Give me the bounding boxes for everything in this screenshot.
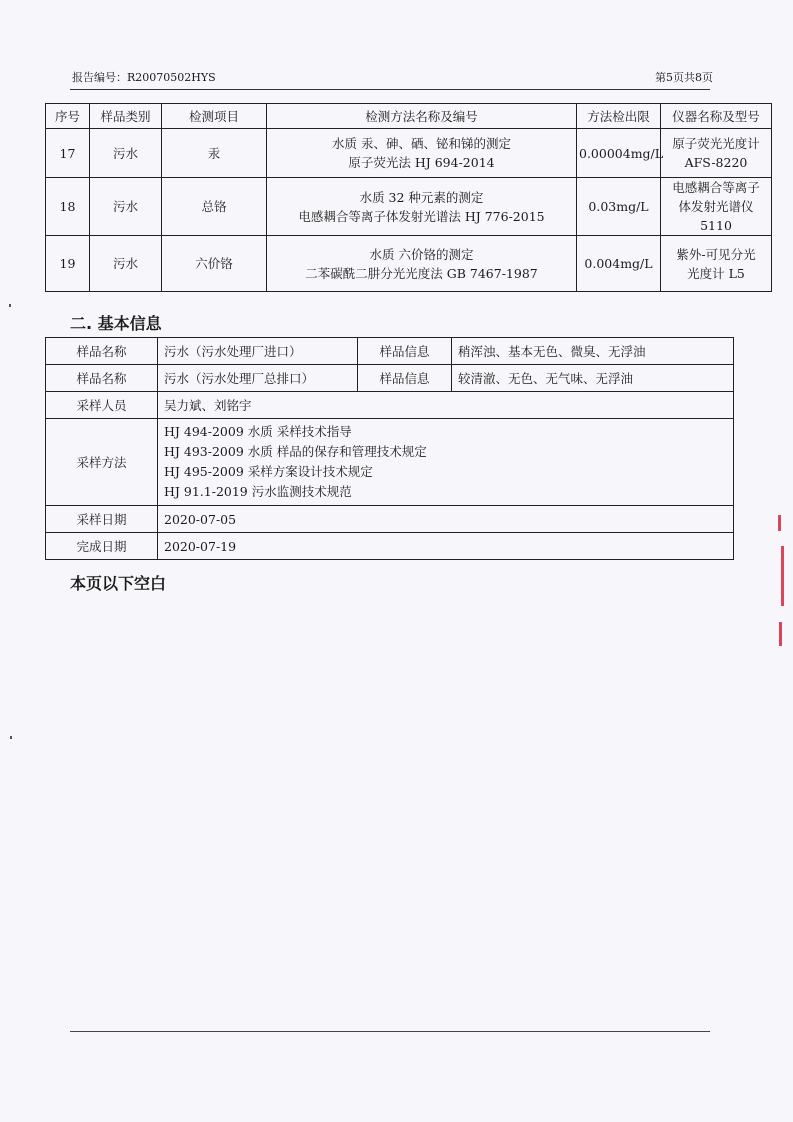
instrument-line: 5110 <box>700 218 732 233</box>
basic-info-table <box>45 337 734 560</box>
row-no: 17 <box>46 129 90 178</box>
row-limit: 0.00004mg/L <box>577 129 661 178</box>
table-row <box>46 178 772 236</box>
table-row <box>46 236 772 292</box>
list-item: HJ 494-2009 水质 采样技术指导 <box>164 424 352 439</box>
complete-date-value: 2020-07-19 <box>158 533 734 560</box>
scan-speck <box>10 736 12 739</box>
sampling-method-label: 采样方法 <box>46 419 158 506</box>
header-divider <box>70 89 710 90</box>
sample-info-label: 样品信息 <box>358 338 452 365</box>
sample-info-value: 稍浑浊、基本无色、微臭、无浮油 <box>452 338 734 365</box>
footer-divider <box>70 1031 710 1032</box>
complete-date-label: 完成日期 <box>46 533 158 560</box>
page-indicator: 第5页共8页 <box>655 71 713 84</box>
sample-name-value: 污水（污水处理厂进口） <box>158 338 358 365</box>
method-line: 水质 六价铬的测定 <box>369 246 474 262</box>
col-header-method: 检测方法名称及编号 <box>267 104 577 129</box>
list-item: HJ 495-2009 采样方案设计技术规定 <box>164 464 373 479</box>
table-row <box>46 365 734 392</box>
table-row <box>46 506 734 533</box>
seal-edge-mark <box>781 546 784 606</box>
sampler-value: 吴力斌、刘铭宇 <box>158 392 734 419</box>
table-row <box>46 338 734 365</box>
row-instrument <box>661 236 772 292</box>
row-instrument <box>661 178 772 236</box>
row-test-item: 总铬 <box>162 178 267 236</box>
seal-edge-mark <box>779 622 782 646</box>
sample-info-label: 样品信息 <box>358 365 452 392</box>
sample-date-label: 采样日期 <box>46 506 158 533</box>
row-instrument <box>661 129 772 178</box>
detection-methods-table <box>45 103 772 292</box>
table-row <box>46 533 734 560</box>
col-header-test-item: 检测项目 <box>162 104 267 129</box>
row-test-item: 六价铬 <box>162 236 267 292</box>
row-method <box>267 236 577 292</box>
list-item: HJ 493-2009 水质 样品的保存和管理技术规定 <box>164 444 427 459</box>
instrument-line: 紫外-可见分光 <box>676 246 756 262</box>
row-no: 19 <box>46 236 90 292</box>
sample-name-label: 样品名称 <box>46 365 158 392</box>
table-row <box>46 129 772 178</box>
report-number: 报告编号：R20070502HYS <box>72 71 216 84</box>
row-sample-type: 污水 <box>90 236 162 292</box>
table-row <box>46 419 734 506</box>
row-test-item: 汞 <box>162 129 267 178</box>
col-header-no: 序号 <box>46 104 90 129</box>
row-sample-type: 污水 <box>90 178 162 236</box>
scan-speck <box>9 304 11 307</box>
instrument-line: 原子荧光光度计 <box>672 136 760 151</box>
table-row <box>46 392 734 419</box>
method-line: 水质 32 种元素的测定 <box>359 189 484 205</box>
method-line: 水质 汞、砷、硒、铋和锑的测定 <box>332 136 511 151</box>
sampling-method-list <box>158 419 734 506</box>
instrument-line: 光度计 L5 <box>687 265 745 281</box>
instrument-line: AFS-8220 <box>684 155 748 170</box>
table-header-row <box>46 104 772 129</box>
sample-info-value: 较清澈、无色、无气味、无浮油 <box>452 365 734 392</box>
sample-name-label: 样品名称 <box>46 338 158 365</box>
row-sample-type: 污水 <box>90 129 162 178</box>
method-line: 电感耦合等离子体发射光谱法 HJ 776-2015 <box>298 208 545 224</box>
sample-name-value: 污水（污水处理厂总排口） <box>158 365 358 392</box>
sampler-label: 采样人员 <box>46 392 158 419</box>
col-header-instrument: 仪器名称及型号 <box>661 104 772 129</box>
instrument-line: 体发射光谱仪 <box>678 199 754 214</box>
sample-date-value: 2020-07-05 <box>158 506 734 533</box>
row-method <box>267 129 577 178</box>
row-limit: 0.004mg/L <box>577 236 661 292</box>
row-method <box>267 178 577 236</box>
section-title-basic-info: 二. 基本信息 <box>70 314 162 333</box>
blank-below-note: 本页以下空白 <box>70 574 167 593</box>
row-no: 18 <box>46 178 90 236</box>
col-header-limit: 方法检出限 <box>577 104 661 129</box>
seal-edge-mark <box>778 515 781 531</box>
method-line: 二苯碳酰二肼分光光度法 GB 7467-1987 <box>305 265 538 281</box>
row-limit: 0.03mg/L <box>577 178 661 236</box>
list-item: HJ 91.1-2019 污水监测技术规范 <box>164 484 352 499</box>
instrument-line: 电感耦合等离子 <box>672 180 760 195</box>
method-line: 原子荧光法 HJ 694-2014 <box>348 155 495 170</box>
col-header-sample-type: 样品类别 <box>90 104 162 129</box>
